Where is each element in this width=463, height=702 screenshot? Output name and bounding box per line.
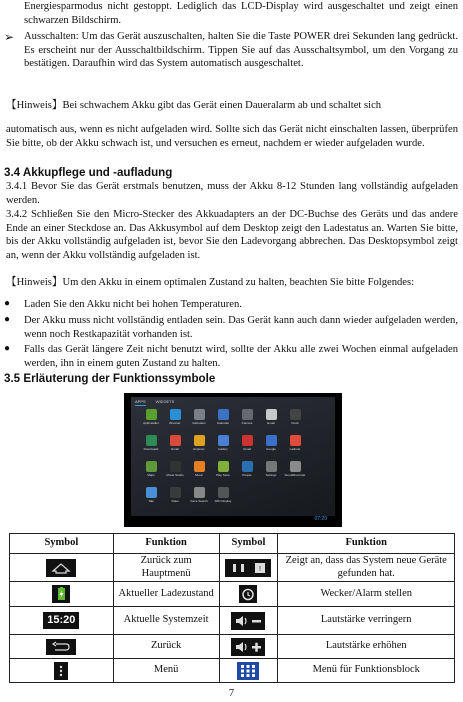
function-cell: Lautstärke erhöhen [278, 635, 455, 659]
app-icon [211, 435, 235, 457]
app-icon-label: Calculator [192, 421, 206, 425]
symbol-cell [10, 582, 114, 607]
system-time: 07:20 [314, 516, 327, 522]
app-icon-image [218, 487, 229, 498]
app-icon-image [194, 435, 205, 446]
app-icon-image [146, 461, 157, 472]
app-icon [259, 461, 283, 483]
app-icon [283, 409, 307, 431]
section-heading-battery: 3.4 Akkupflege und -aufladung [4, 166, 173, 179]
app-drawer-screenshot [124, 393, 342, 527]
app-icon-image [146, 435, 157, 446]
app-icon-label: People [242, 473, 252, 477]
note-low-battery: 【Hinweis】Bei schwachem Akku gibt das Gerät einen Daueralarm ab und schaltet sich [6, 100, 382, 111]
bullet-icon: ● [4, 314, 11, 325]
app-icon [211, 409, 235, 431]
app-icon-label: Google [266, 447, 276, 451]
app-icon [211, 487, 235, 509]
bullet-item: Der Akku muss nicht vollständig entladen sein. Das Gerät kann auch dann wieder aufgeladen werden, wenn noch Restkapazität vorhanden ist. [24, 315, 458, 340]
app-icon-image [266, 461, 277, 472]
app-icon-image [242, 461, 253, 472]
app-icon-image [170, 435, 181, 446]
header-symbol: Symbol [219, 534, 278, 554]
app-icon [259, 409, 283, 431]
app-icon-label: Email [171, 447, 179, 451]
symbol-cell [219, 607, 278, 635]
symbol-cell [10, 659, 114, 683]
function-symbol-table [9, 533, 455, 683]
bullet-icon: ● [4, 298, 11, 309]
app-icon-image [290, 435, 301, 446]
app-icon-label: WiFi Display [214, 499, 232, 503]
paragraph-3-4-2: 3.4.2 Schließen Sie den Micro-Stecker des Akkuadapters an der DC-Buchse des Geräts und das andere Ende an einer Steckdose an. Das Akkusymbol auf dem Desktop zeigt den Ladestatus an. Warten Sie bitte, bis der Akku vollständig aufgeladen ist, bevor Sie den Ladevorgang abbrechen. Das Desktopsymbol zeigt an, wenn der Akku vollständig aufgeladen ist. [6, 209, 458, 261]
bullet-item: Falls das Gerät längere Zeit nicht benutzt wird, sollte der Akku alle zwei Wochen einmal aufgeladen werden, ihn in einem guten Zustand zu halten. [24, 344, 458, 369]
app-icon [235, 435, 259, 457]
app-icon-image [146, 409, 157, 420]
symbol-cell [219, 659, 278, 683]
app-icon-label: Voice Search [190, 499, 208, 503]
app-icon [283, 435, 307, 457]
function-cell: Zeigt an, dass das System neue Geräte gefunden hat. [278, 554, 455, 582]
app-icon-label: Latitude [289, 447, 301, 451]
function-cell: Wecker/Alarm stellen [278, 582, 455, 607]
bullet-icon: ● [4, 343, 11, 354]
app-icon-label: Gallery [218, 447, 228, 451]
table-row [10, 554, 455, 582]
app-icon-image [266, 435, 277, 446]
app-icon [187, 487, 211, 509]
app-icon-label: Browser [169, 421, 181, 425]
header-function: Funktion [278, 534, 455, 554]
app-icon-image [218, 461, 229, 472]
app-icon [163, 461, 187, 483]
svg-text:!: ! [259, 565, 262, 573]
app-icon-image [170, 461, 181, 472]
app-icon-label: Play Store [216, 473, 230, 477]
app-icon-label: Video [171, 499, 179, 503]
table-row [10, 635, 455, 659]
system-bar [131, 516, 335, 523]
app-icon-image [290, 461, 301, 472]
alarm-clock-icon [239, 585, 257, 603]
app-icon-label: Talk [148, 499, 154, 503]
app-icon-label: Settings [265, 473, 277, 477]
app-icon-image [218, 435, 229, 446]
header-symbol: Symbol [10, 534, 114, 554]
app-icon [163, 487, 187, 509]
note-low-battery-continued: automatisch aus, wenn es nicht aufgeladen wird. Sollte sich das Gerät nicht einschalten lassen, überprüfen Sie bitte, ob der Akku schwach ist, und versuchen es erneut, nachdem er wieder aufgeladen wurde. [6, 124, 458, 149]
symbol-cell [10, 607, 114, 635]
function-cell: Menü [113, 659, 219, 683]
table-row [10, 607, 455, 635]
app-icon [187, 409, 211, 431]
section-heading-symbols: 3.5 Erläuterung der Funktionssymbole [4, 372, 216, 385]
table-header-row [10, 534, 455, 554]
function-cell: Aktueller Ladezustand [113, 582, 219, 607]
app-icon-image [290, 409, 301, 420]
volume-up-icon [231, 638, 265, 656]
back-icon [46, 639, 76, 655]
bullet-item: Laden Sie den Akku nicht bei hohen Temperaturen. [24, 299, 242, 310]
symbol-cell [219, 554, 278, 582]
paragraph-power-off: Ausschalten: Um das Gerät auszuschalten, halten Sie die Taste POWER drei Sekunden lang gedrückt. Es erscheint nur der Ausschaltbildschirm. Tippen Sie auf das Ausschaltsymbol, um den Vorgang zu bestätigen. Daraufhin wird das System automatisch ausgeschaltet. [24, 31, 458, 69]
symbol-cell [219, 635, 278, 659]
app-icon-grid [139, 409, 307, 509]
time-icon-label: 15:20 [47, 614, 76, 627]
app-icon-label: Calendar [216, 421, 230, 425]
app-icon [163, 435, 187, 457]
function-cell: Aktuelle Systemzeit [113, 607, 219, 635]
notification-icon [225, 559, 271, 577]
app-icon-label: Music [195, 473, 203, 477]
app-icon [235, 409, 259, 431]
arrow-bullet-icon: ➢ [4, 30, 15, 44]
symbol-cell [219, 582, 278, 607]
note-battery-care: 【Hinweis】Um den Akku in einem optimalen Zustand zu halten, beachten Sie bitte Folgendes: [6, 277, 415, 288]
app-icon-label: Clock [291, 421, 299, 425]
table-row [10, 659, 455, 683]
battery-icon [52, 585, 70, 603]
app-icon-label: Email [267, 421, 275, 425]
app-icon [283, 461, 307, 483]
app-icon-label: Camera [241, 421, 253, 425]
tab-widgets: WIDGETS [155, 399, 175, 404]
app-icon-image [194, 409, 205, 420]
app-icon-image [146, 487, 157, 498]
app-icon-label: Movie Studio [166, 473, 184, 477]
function-cell: Zurück [113, 635, 219, 659]
tab-apps: APPS [135, 399, 146, 404]
app-drawer-screen [131, 397, 335, 523]
app-icon-image [242, 435, 253, 446]
app-icon-image [266, 409, 277, 420]
app-icon [139, 461, 163, 483]
app-drawer-tabs [135, 399, 174, 406]
time-icon [43, 612, 79, 629]
app-icon [139, 487, 163, 509]
app-icon [211, 461, 235, 483]
app-icon-label: SoundRecorder [284, 473, 306, 477]
function-cell: Lautstärke verringern [278, 607, 455, 635]
app-icon-label: Explorer [193, 447, 205, 451]
app-icon [187, 435, 211, 457]
app-icon [139, 435, 163, 457]
volume-down-icon [231, 612, 265, 630]
app-icon-image [242, 409, 253, 420]
app-grid-icon [237, 662, 259, 680]
symbol-cell [10, 635, 114, 659]
app-icon-label: Gmail [243, 447, 251, 451]
app-icon [139, 409, 163, 431]
menu-icon [54, 662, 68, 680]
function-cell: Zurück zum Hauptmenü [113, 554, 219, 582]
app-icon-label: Maps [147, 473, 155, 477]
app-icon-image [218, 409, 229, 420]
home-icon [46, 559, 76, 577]
app-icon [187, 461, 211, 483]
app-icon [235, 461, 259, 483]
app-icon-label: Downloads [143, 447, 159, 451]
paragraph-energy-saving: Energiesparmodus nicht gestoppt. Lediglich das LCD-Display wird ausgeschaltet und zeigt einen schwarzen Bildschirm. [24, 1, 458, 26]
app-icon [259, 435, 283, 457]
symbol-cell [10, 554, 114, 582]
page-number: 7 [228, 688, 235, 699]
function-cell: Menü für Funktionsblock [278, 659, 455, 683]
app-icon-image [170, 409, 181, 420]
app-icon-image [170, 487, 181, 498]
app-icon-image [194, 461, 205, 472]
paragraph-3-4-1: 3.4.1 Bevor Sie das Gerät erstmals benutzen, muss der Akku 8-12 Stunden lang vollständig aufgeladen werden. [6, 181, 458, 206]
table-row [10, 582, 455, 607]
app-icon-image [194, 487, 205, 498]
app-icon [163, 409, 187, 431]
app-icon-label: ApkInstaller [143, 421, 159, 425]
header-function: Funktion [113, 534, 219, 554]
